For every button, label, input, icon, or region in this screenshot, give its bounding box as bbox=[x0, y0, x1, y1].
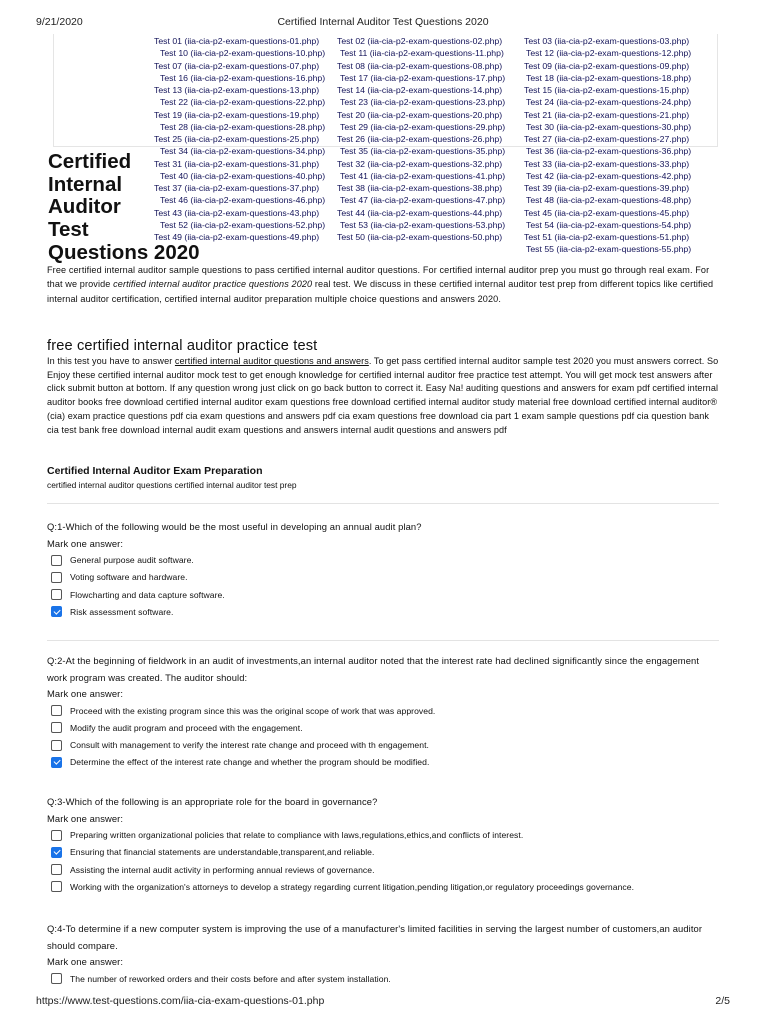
answer-option[interactable] bbox=[47, 586, 719, 603]
answer-label: Preparing written organizational policies that relate to compliance with laws,regulations,ethics,and conflicts of interest. bbox=[70, 830, 524, 841]
page-url: https://www.test-questions.com/iia-cia-exam-questions-01.php bbox=[36, 995, 325, 1007]
heading-line: Internal bbox=[48, 172, 123, 196]
checkbox[interactable] bbox=[51, 572, 62, 583]
test-link[interactable]: Test 54 (iia-cia-p2-exam-questions-54.php) bbox=[526, 219, 692, 230]
test-link[interactable]: Test 09 (iia-cia-p2-exam-questions-09.php) bbox=[524, 60, 690, 71]
test-link[interactable]: Test 37 (iia-cia-p2-exam-questions-37.php) bbox=[154, 183, 320, 193]
answer-option[interactable] bbox=[47, 827, 719, 844]
body-text: In this test you have to answer bbox=[47, 356, 175, 366]
mark-one-answer: Mark one answer: bbox=[47, 812, 124, 824]
test-link[interactable]: Test 02 (iia-cia-p2-exam-questions-02.php) bbox=[337, 36, 503, 46]
answer-label: Assisting the internal audit activity in performing annual reviews of governance. bbox=[70, 864, 375, 875]
page-number: 2/5 bbox=[715, 995, 730, 1007]
question-text: Q:4-To determine if a new computer system is improving the use of a manufacturer's limited facilities in serving the largest number of customers,an auditor should compare. bbox=[47, 923, 703, 951]
test-link[interactable]: Test 29 (iia-cia-p2-exam-questions-29.php) bbox=[340, 121, 506, 132]
test-link[interactable]: Test 40 (iia-cia-p2-exam-questions-40.php) bbox=[160, 170, 326, 181]
test-link[interactable]: Test 28 (iia-cia-p2-exam-questions-28.php) bbox=[160, 121, 326, 132]
checkbox[interactable] bbox=[51, 722, 62, 733]
divider bbox=[47, 640, 719, 641]
question-4 bbox=[47, 921, 719, 987]
test-link[interactable]: Test 10 (iia-cia-p2-exam-questions-10.php) bbox=[160, 48, 326, 59]
section-title: free certified internal auditor practice test bbox=[47, 338, 318, 354]
test-link[interactable]: Test 44 (iia-cia-p2-exam-questions-44.php) bbox=[337, 207, 503, 218]
prep-tags: certified internal auditor questions certified internal auditor test prep bbox=[47, 480, 297, 490]
print-header bbox=[36, 16, 730, 30]
answer-label: Working with the organization's attorneys to develop a strategy regarding current litigation,pending litigation,or regulatory proceedings governance. bbox=[70, 881, 635, 892]
test-link[interactable]: Test 17 (iia-cia-p2-exam-questions-17.php) bbox=[340, 72, 506, 83]
answer-option[interactable] bbox=[47, 719, 719, 736]
test-link[interactable]: Test 24 (iia-cia-p2-exam-questions-24.php) bbox=[526, 97, 692, 108]
test-link[interactable]: Test 50 (iia-cia-p2-exam-questions-50.php) bbox=[337, 232, 503, 242]
test-link[interactable]: Test 39 (iia-cia-p2-exam-questions-39.php) bbox=[524, 183, 690, 193]
test-link bbox=[336, 243, 523, 255]
question-1 bbox=[47, 519, 719, 620]
body-paragraph bbox=[47, 355, 719, 437]
test-link[interactable]: Test 14 (iia-cia-p2-exam-questions-14.php) bbox=[337, 85, 503, 95]
checkbox[interactable] bbox=[51, 589, 62, 600]
test-link[interactable]: Test 22 (iia-cia-p2-exam-questions-22.php) bbox=[160, 97, 326, 108]
answer-label: Determine the effect of the interest rate change and whether the program should be modified. bbox=[70, 757, 430, 768]
test-link[interactable]: Test 19 (iia-cia-p2-exam-questions-19.php) bbox=[154, 109, 320, 120]
heading-line: Certified bbox=[48, 150, 132, 173]
test-link bbox=[149, 243, 336, 255]
test-link[interactable]: Test 48 (iia-cia-p2-exam-questions-48.php) bbox=[526, 195, 692, 206]
test-link[interactable]: Test 26 (iia-cia-p2-exam-questions-26.php) bbox=[337, 134, 503, 144]
intro-italic: certified internal auditor practice questions 2020 bbox=[113, 279, 313, 290]
answer-option[interactable] bbox=[47, 754, 719, 771]
checkbox[interactable] bbox=[51, 757, 62, 768]
test-link[interactable]: Test 43 (iia-cia-p2-exam-questions-43.php) bbox=[154, 207, 320, 218]
checkbox[interactable] bbox=[51, 606, 62, 617]
checkbox[interactable] bbox=[51, 740, 62, 751]
answer-label: Ensuring that financial statements are understandable,transparent,and reliable. bbox=[70, 847, 375, 858]
answer-label: Voting software and hardware. bbox=[70, 572, 188, 583]
answer-option[interactable] bbox=[47, 737, 719, 754]
test-link[interactable]: Test 23 (iia-cia-p2-exam-questions-23.php) bbox=[340, 97, 506, 108]
checkbox[interactable] bbox=[51, 705, 62, 716]
test-link[interactable]: Test 55 (iia-cia-p2-exam-questions-55.php) bbox=[526, 244, 692, 255]
question-3 bbox=[47, 794, 719, 895]
mark-one-answer: Mark one answer: bbox=[47, 688, 124, 700]
answer-option[interactable] bbox=[47, 844, 719, 861]
heading-line: Questions 2020 bbox=[48, 241, 200, 264]
test-link[interactable]: Test 08 (iia-cia-p2-exam-questions-08.php) bbox=[337, 60, 503, 71]
test-link[interactable]: Test 41 (iia-cia-p2-exam-questions-41.php) bbox=[340, 170, 506, 181]
test-link[interactable]: Test 49 (iia-cia-p2-exam-questions-49.php) bbox=[154, 232, 320, 242]
print-date: 9/21/2020 bbox=[36, 16, 83, 28]
test-link[interactable]: Test 15 (iia-cia-p2-exam-questions-15.php) bbox=[524, 85, 690, 95]
answer-label: Proceed with the existing program since this was the original scope of work that was approved. bbox=[70, 705, 436, 716]
test-link[interactable]: Test 12 (iia-cia-p2-exam-questions-12.php) bbox=[526, 48, 692, 59]
mark-one-answer: Mark one answer: bbox=[47, 537, 124, 549]
test-link[interactable]: Test 13 (iia-cia-p2-exam-questions-13.php) bbox=[154, 85, 320, 95]
answer-option[interactable] bbox=[47, 603, 719, 620]
answer-option[interactable] bbox=[47, 552, 719, 569]
print-page-title: Certified Internal Auditor Test Questions 2020 bbox=[277, 16, 489, 28]
mark-one-answer: Mark one answer: bbox=[47, 956, 124, 968]
test-links-grid bbox=[149, 35, 719, 256]
test-link[interactable]: Test 53 (iia-cia-p2-exam-questions-53.php) bbox=[340, 219, 506, 230]
test-link[interactable]: Test 31 (iia-cia-p2-exam-questions-31.php) bbox=[154, 158, 320, 169]
question-text: Q:2-At the beginning of fieldwork in an audit of investments,an internal auditor noted that the interest rate had declined significantly since the engagement work program was created. The auditor should: bbox=[47, 655, 700, 683]
heading-line: Test bbox=[48, 217, 89, 241]
intro-text: real test. We discuss in these certified internal auditor test prep from different topics like certified internal auditor certification, certified internal auditor preparation multiple choice questions and answers 2020. bbox=[47, 279, 714, 304]
test-link[interactable]: Test 33 (iia-cia-p2-exam-questions-33.php) bbox=[524, 158, 690, 169]
checkbox[interactable] bbox=[51, 864, 62, 875]
answer-option[interactable] bbox=[47, 861, 719, 878]
test-link[interactable]: Test 36 (iia-cia-p2-exam-questions-36.php) bbox=[526, 146, 692, 157]
test-link[interactable]: Test 01 (iia-cia-p2-exam-questions-01.php) bbox=[154, 36, 320, 46]
intro-text: Free certified internal auditor sample questions to pass certified internal auditor questions. For certified internal auditor prep you must go through real exam. For that we provide bbox=[47, 265, 710, 290]
test-link[interactable]: Test 46 (iia-cia-p2-exam-questions-46.php) bbox=[160, 195, 326, 206]
test-link[interactable]: Test 16 (iia-cia-p2-exam-questions-16.php) bbox=[160, 72, 326, 83]
body-text: . To get pass certified internal auditor sample test 2020 you must answers correct. So Enjoy these certified internal auditor mock test to get enough knowledge for certified internal auditor free practice test attempt. You will get mock test answers after click submit button at bottom. If any question wrong just click on go back button to correct it. Easy Na! auditing questions and answers for exam pdf certified internal auditor books free download certified internal auditor exam questions free download certified internal auditor study material free download certified internal auditor® (cia) exam practice questions pdf cia exam questions and answers pdf cia exam questions free download cia part 1 exam sample questions pdf cia question bank cia test bank free download internal audit exam questions and answers internal audit questions and answers pdf bbox=[47, 356, 719, 435]
test-link[interactable]: Test 52 (iia-cia-p2-exam-questions-52.php) bbox=[160, 219, 326, 230]
heading-line: Auditor bbox=[48, 195, 121, 219]
test-link[interactable]: Test 11 (iia-cia-p2-exam-questions-11.php) bbox=[340, 48, 504, 59]
page-heading bbox=[48, 151, 152, 241]
test-link[interactable]: Test 47 (iia-cia-p2-exam-questions-47.php) bbox=[340, 195, 506, 206]
question-text: Q:1-Which of the following would be the most useful in developing an annual audit plan? bbox=[47, 521, 422, 532]
intro-paragraph bbox=[47, 263, 719, 306]
test-link[interactable]: Test 42 (iia-cia-p2-exam-questions-42.php) bbox=[526, 170, 692, 181]
test-link[interactable]: Test 38 (iia-cia-p2-exam-questions-38.php) bbox=[337, 183, 503, 193]
test-link[interactable]: Test 32 (iia-cia-p2-exam-questions-32.php) bbox=[337, 158, 503, 169]
test-link[interactable]: Test 27 (iia-cia-p2-exam-questions-27.php) bbox=[524, 134, 690, 144]
divider bbox=[47, 503, 719, 504]
test-link[interactable]: Test 03 (iia-cia-p2-exam-questions-03.php) bbox=[524, 36, 690, 46]
test-link[interactable]: Test 07 (iia-cia-p2-exam-questions-07.php) bbox=[154, 60, 320, 71]
answer-option[interactable] bbox=[47, 878, 719, 895]
test-link[interactable]: Test 18 (iia-cia-p2-exam-questions-18.php) bbox=[526, 72, 692, 83]
questions-answers-link[interactable]: certified internal auditor questions and answers bbox=[174, 356, 369, 366]
question-2 bbox=[47, 653, 719, 771]
checkbox[interactable] bbox=[51, 973, 62, 984]
test-link[interactable]: Test 30 (iia-cia-p2-exam-questions-30.php) bbox=[526, 121, 692, 132]
checkbox[interactable] bbox=[51, 830, 62, 841]
test-link[interactable]: Test 25 (iia-cia-p2-exam-questions-25.php) bbox=[154, 134, 320, 144]
print-footer bbox=[36, 995, 730, 1009]
checkbox[interactable] bbox=[51, 555, 62, 566]
test-link[interactable]: Test 35 (iia-cia-p2-exam-questions-35.php) bbox=[340, 146, 506, 157]
test-link[interactable]: Test 51 (iia-cia-p2-exam-questions-51.php) bbox=[524, 232, 690, 242]
question-text: Q:3-Which of the following is an appropriate role for the board in governance? bbox=[47, 796, 378, 807]
test-link[interactable]: Test 20 (iia-cia-p2-exam-questions-20.php) bbox=[337, 109, 503, 120]
checkbox[interactable] bbox=[51, 881, 62, 892]
answer-label: Consult with management to verify the interest rate change and proceed with th engagement. bbox=[70, 740, 429, 751]
test-link[interactable]: Test 21 (iia-cia-p2-exam-questions-21.php) bbox=[524, 109, 690, 120]
prep-heading: Certified Internal Auditor Exam Preparation bbox=[47, 465, 263, 477]
test-link[interactable]: Test 34 (iia-cia-p2-exam-questions-34.php) bbox=[160, 146, 326, 157]
test-link[interactable]: Test 45 (iia-cia-p2-exam-questions-45.php) bbox=[524, 207, 690, 218]
answer-option[interactable] bbox=[47, 569, 719, 586]
answer-label: Risk assessment software. bbox=[70, 606, 174, 617]
checkbox[interactable] bbox=[51, 847, 62, 858]
answer-label: General purpose audit software. bbox=[70, 555, 194, 566]
answer-label: The number of reworked orders and their costs before and after system installation. bbox=[70, 973, 391, 984]
answer-option[interactable] bbox=[47, 970, 719, 987]
answer-option[interactable] bbox=[47, 702, 719, 719]
answer-label: Modify the audit program and proceed with the engagement. bbox=[70, 722, 303, 733]
answer-label: Flowcharting and data capture software. bbox=[70, 589, 225, 600]
